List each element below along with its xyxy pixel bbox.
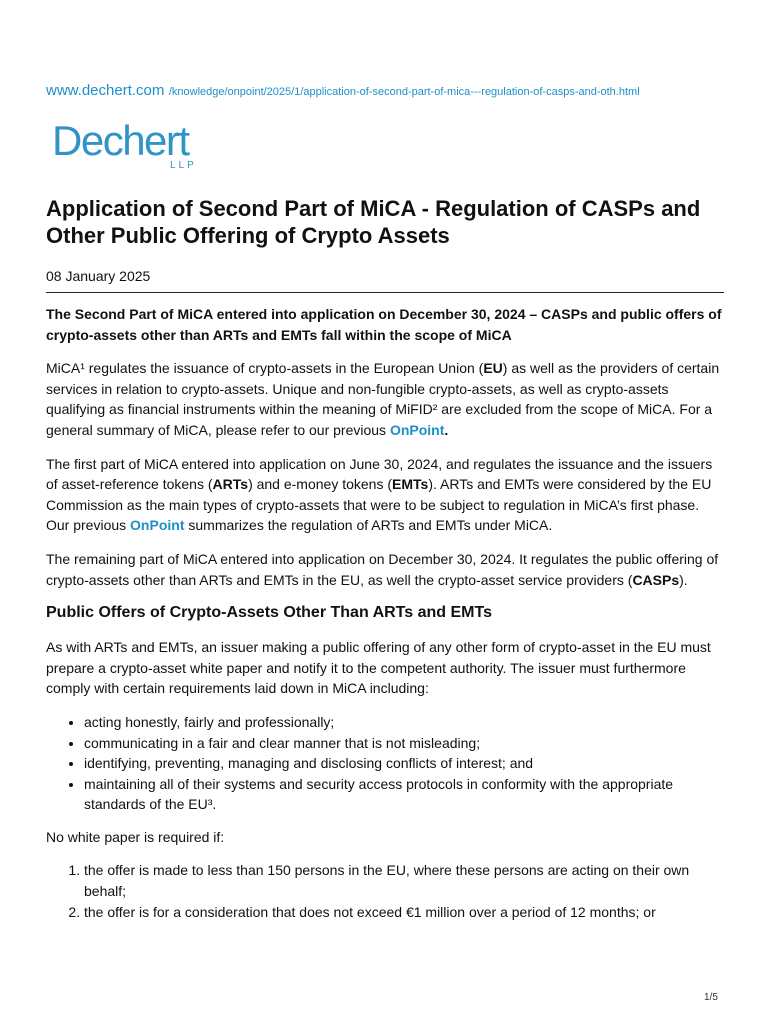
list-item: • communicating in a fair and clear manner that is not misleading; <box>84 733 724 754</box>
logo-suffix: LLP <box>170 160 197 171</box>
exemptions-list <box>46 860 724 922</box>
text-run: The first part of MiCA entered into application on June 30, 2024, and regulates the issuance and the issuers of asset-reference tokens ( <box>46 455 713 493</box>
list-item: 1. the offer is made to less than 150 persons in the EU, where these persons are acting on their own behalf; <box>84 860 724 901</box>
paragraph-2 <box>46 454 724 536</box>
article-title: Application of Second Part of MiCA - Regulation of CASPs and Other Public Offering of Crypto Assets <box>46 196 701 248</box>
text-run: ) and e-money tokens ( <box>248 476 393 493</box>
url-domain[interactable]: www.dechert.com <box>46 82 165 99</box>
list-item: • maintaining all of their systems and security access protocols in conformity with the appropriate standards of the EU³. <box>84 774 724 815</box>
list-item: • acting honestly, fairly and professionally; <box>84 712 724 733</box>
paragraph-3 <box>46 549 724 590</box>
bold-term: EMTs <box>392 476 429 493</box>
text-run: ). ARTs and EMTs were considered by the EU Commission as the main types of crypto-assets that were to be subject to regulation in MiCA’s first phase. Our previous <box>46 476 712 534</box>
requirements-list <box>46 712 724 815</box>
source-url-link[interactable] <box>46 82 640 100</box>
paragraph-1 <box>46 358 724 440</box>
onpoint-link[interactable]: OnPoint <box>130 517 185 534</box>
text-run: summarizes the regulation of ARTs and EMTs under MiCA. <box>184 517 553 534</box>
bold-term: EU <box>483 360 503 377</box>
text-run: ) as well as the providers of certain services in relation to crypto-assets. Unique and non-fungible crypto-assets, as well as crypto-assets qualifying as financial instruments within the meaning of MiFID² are excluded from the scope of MiCA. For a general summary of MiCA, please refer to our previous <box>46 360 720 438</box>
article-body <box>46 304 724 934</box>
text-run: MiCA¹ regulates the issuance of crypto-assets in the European Union ( <box>46 360 484 377</box>
lede-paragraph: The Second Part of MiCA entered into application on December 30, 2024 – CASPs and public offers of crypto-assets other than ARTs and EMTs fall within the scope of MiCA <box>46 306 722 343</box>
paragraph-5: No white paper is required if: <box>46 828 225 845</box>
divider <box>46 292 724 293</box>
dechert-logo <box>52 118 212 174</box>
list-item: • identifying, preventing, managing and disclosing conflicts of interest; and <box>84 753 724 774</box>
text-run: . <box>444 421 449 438</box>
paragraph-4: As with ARTs and EMTs, an issuer making a public offering of any other form of crypto-asset in the EU must prepare a crypto-asset white paper and notify it to the competent authority. The issuer must furthermore comply with certain requirements laid down in MiCA including: <box>46 639 711 697</box>
onpoint-link[interactable]: OnPoint <box>389 421 445 438</box>
bold-term: ARTs <box>212 476 249 493</box>
url-path[interactable]: /knowledge/onpoint/2025/1/application-of-second-part-of-mica---regulation-of-casps-and-oth.html <box>168 86 640 98</box>
logo-name: Dechert <box>52 117 189 164</box>
text-run: The remaining part of MiCA entered into application on December 30, 2024. It regulates the public offering of crypto-assets other than ARTs and EMTs in the EU, as well the crypto-asset service providers ( <box>46 550 719 588</box>
publish-date: 08 January 2025 <box>46 268 151 284</box>
page-number: 1/5 <box>704 992 718 1003</box>
section-heading: Public Offers of Crypto-Assets Other Than ARTs and EMTs <box>46 604 492 622</box>
bold-term: CASPs <box>632 571 680 588</box>
text-run: ). <box>679 571 688 588</box>
list-item: 2. the offer is for a consideration that does not exceed €1 million over a period of 12 months; or <box>84 902 724 923</box>
